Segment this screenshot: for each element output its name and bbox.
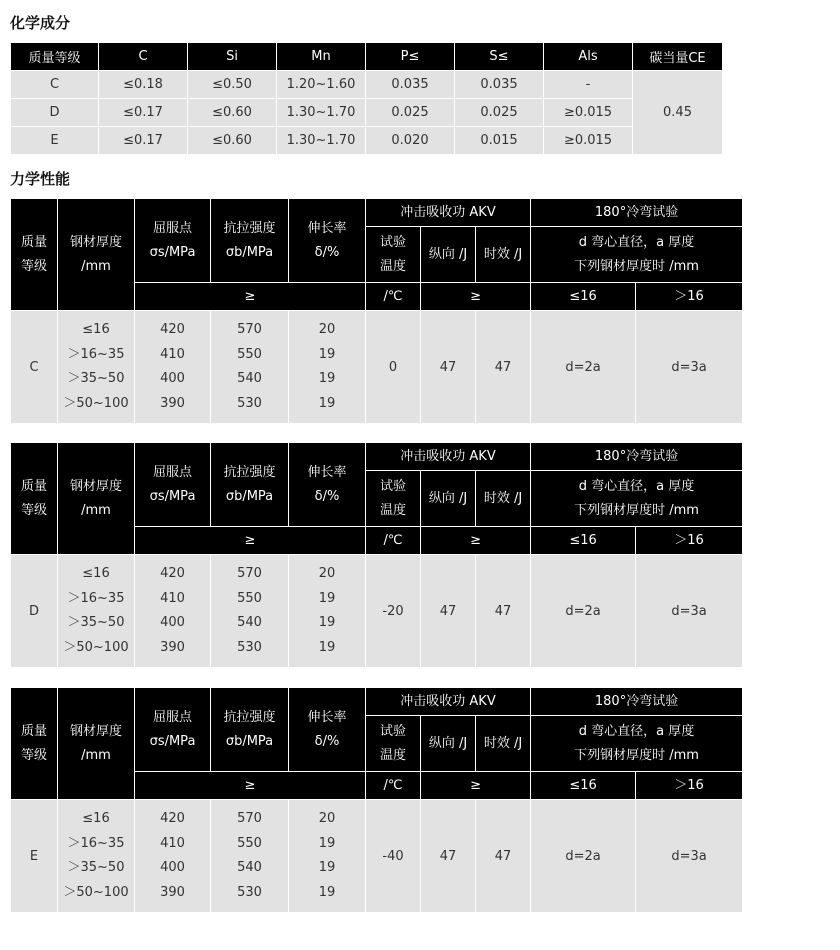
mech-temp: -40 [366, 800, 421, 913]
mech-header-yield [135, 199, 211, 283]
header-line: δ/% [314, 244, 340, 260]
mech-header-gt16: ＞16 [636, 772, 743, 800]
chem-cell: 1.20~1.60 [277, 71, 366, 99]
header-line: σs/MPa [149, 244, 196, 260]
mech-header-impact: 冲击吸收功 AKV [366, 443, 531, 471]
chem-cell: E [11, 127, 99, 155]
table-row [11, 127, 723, 155]
table-row [11, 99, 723, 127]
chem-cell: ≥0.015 [544, 127, 633, 155]
list-item: 410 [160, 346, 185, 362]
mech-header-row [11, 199, 743, 227]
mech-thickness-list [58, 555, 135, 668]
list-item: 19 [318, 884, 336, 900]
list-item: 530 [237, 395, 262, 411]
chem-cell: ≤0.18 [99, 71, 188, 99]
mech-bend-le16: d=2a [531, 555, 636, 668]
list-item: ＞35~50 [67, 615, 125, 630]
header-line: 伸长率 [307, 709, 347, 725]
chem-cell: ≤0.17 [99, 127, 188, 155]
list-item: 530 [237, 639, 262, 655]
list-item: 400 [160, 371, 185, 386]
chem-cell: 0.020 [366, 127, 455, 155]
table-row [11, 71, 723, 99]
mech-header-elongation [289, 688, 366, 772]
mech-header-temp-unit: /℃ [366, 772, 421, 800]
list-item: 390 [160, 395, 185, 411]
list-item: 400 [160, 615, 185, 630]
mech-header-impact: 冲击吸收功 AKV [366, 688, 531, 716]
mech-header-tensile [211, 199, 289, 283]
mech-header-yield [135, 443, 211, 527]
header-line: σs/MPa [149, 488, 196, 504]
header-line: 等级 [20, 258, 47, 274]
mech-header-bend: 180°冷弯试验 [531, 688, 743, 716]
chem-ce-value: 0.45 [633, 71, 723, 155]
mech-yield-list [135, 311, 211, 424]
list-item: 570 [237, 566, 262, 581]
mechanical-properties-table-1 [10, 198, 743, 424]
table-row [11, 800, 743, 913]
mech-grade: D [11, 555, 58, 668]
mech-header-le16: ≤16 [531, 772, 636, 800]
list-item: 550 [237, 835, 262, 851]
mech-bend-le16: d=2a [531, 311, 636, 424]
header-line: 等级 [20, 747, 47, 763]
header-line: d 弯心直径，a 厚度 [578, 478, 695, 494]
header-line: 下列钢材厚度时 /mm [574, 258, 699, 274]
mech-bend-gt16: d=3a [636, 800, 743, 913]
header-line: 屈服点 [152, 464, 192, 480]
list-item: 420 [160, 322, 185, 337]
mech-header-ge2: ≥ [421, 527, 531, 555]
mech-yield-list [135, 555, 211, 668]
header-line: 钢材厚度 [69, 234, 122, 250]
list-item: ＞50~100 [63, 884, 129, 900]
list-item: 550 [237, 590, 262, 606]
list-item: 20 [318, 322, 336, 337]
header-line: δ/% [314, 488, 340, 504]
table-row [11, 555, 743, 668]
header-line: 质量 [20, 234, 47, 250]
mech-header-longitudinal: 纵向 /J [421, 227, 476, 283]
list-item: 540 [237, 371, 262, 386]
list-item: 540 [237, 860, 262, 875]
mech-elongation-list [289, 800, 366, 913]
list-item: 570 [237, 811, 262, 826]
header-line: σb/MPa [225, 244, 274, 260]
list-item: ≤16 [82, 322, 110, 337]
mech-thickness-list [58, 800, 135, 913]
chem-cell: 0.015 [455, 127, 544, 155]
chem-cell: 1.30~1.70 [277, 99, 366, 127]
mech-header-longitudinal: 纵向 /J [421, 716, 476, 772]
mech-aging: 47 [476, 311, 531, 424]
mech-header-gt16: ＞16 [636, 283, 743, 311]
header-line: 质量 [20, 478, 47, 494]
chem-cell: ≤0.50 [188, 71, 277, 99]
list-item: ＞16~35 [67, 346, 125, 362]
chem-cell: ≥0.015 [544, 99, 633, 127]
mech-header-thickness [58, 199, 135, 311]
mech-header-row [11, 688, 743, 716]
mech-header-bend-desc [531, 227, 743, 283]
mech-tensile-list [211, 800, 289, 913]
mech-header-grade [11, 443, 58, 555]
list-item: 550 [237, 346, 262, 362]
header-line: 屈服点 [152, 709, 192, 725]
mech-header-temp [366, 471, 421, 527]
mech-header-row [11, 443, 743, 471]
header-line: 试验 [379, 478, 406, 494]
header-line: 抗拉强度 [223, 464, 276, 480]
list-item: 19 [318, 395, 336, 411]
list-item: ≤16 [82, 566, 110, 581]
list-item: 410 [160, 835, 185, 851]
chemical-composition-table [10, 42, 723, 155]
list-item: ≤16 [82, 811, 110, 826]
mech-longitudinal: 47 [421, 555, 476, 668]
mech-header-longitudinal: 纵向 /J [421, 471, 476, 527]
mechanical-properties-table-3 [10, 687, 743, 913]
header-line: 温度 [379, 502, 406, 518]
mechanical-properties-table-2 [10, 442, 743, 668]
header-line: 屈服点 [152, 220, 192, 236]
list-item: 390 [160, 639, 185, 655]
header-line: 下列钢材厚度时 /mm [574, 747, 699, 763]
mech-header-elongation [289, 443, 366, 527]
list-item: 20 [318, 811, 336, 826]
mech-temp: -20 [366, 555, 421, 668]
list-item: 540 [237, 615, 262, 630]
chem-cell: ≤0.60 [188, 99, 277, 127]
mech-header-temp-unit: /℃ [366, 527, 421, 555]
chem-title: 化学成分 [10, 14, 71, 32]
chem-header-mn: Mn [277, 43, 366, 71]
list-item: ＞16~35 [67, 835, 125, 851]
header-line: 抗拉强度 [223, 709, 276, 725]
mech-longitudinal: 47 [421, 800, 476, 913]
header-line: 温度 [379, 747, 406, 763]
header-line: d 弯心直径，a 厚度 [578, 723, 695, 739]
mech-header-ge: ≥ [135, 772, 366, 800]
mech-aging: 47 [476, 800, 531, 913]
mech-elongation-list [289, 311, 366, 424]
header-line: σs/MPa [149, 733, 196, 749]
header-line: 等级 [20, 502, 47, 518]
mech-header-grade [11, 688, 58, 800]
mech-header-temp [366, 716, 421, 772]
list-item: 19 [318, 590, 336, 606]
chem-cell: 0.025 [366, 99, 455, 127]
mech-header-temp [366, 227, 421, 283]
header-line: 伸长率 [307, 464, 347, 480]
chem-header-als: Als [544, 43, 633, 71]
mech-header-le16: ≤16 [531, 283, 636, 311]
mech-temp: 0 [366, 311, 421, 424]
list-item: 390 [160, 884, 185, 900]
header-line: 下列钢材厚度时 /mm [574, 502, 699, 518]
mech-tensile-list [211, 555, 289, 668]
mech-bend-gt16: d=3a [636, 311, 743, 424]
header-line: 钢材厚度 [69, 478, 122, 494]
mech-header-gt16: ＞16 [636, 527, 743, 555]
mech-bend-gt16: d=3a [636, 555, 743, 668]
chem-cell: ≤0.60 [188, 127, 277, 155]
mech-elongation-list [289, 555, 366, 668]
mech-header-thickness [58, 688, 135, 800]
mech-header-ge: ≥ [135, 283, 366, 311]
list-item: 530 [237, 884, 262, 900]
list-item: 570 [237, 322, 262, 337]
header-line: σb/MPa [225, 488, 274, 504]
chem-header-ce: 碳当量CE [633, 43, 723, 71]
chem-cell: 0.025 [455, 99, 544, 127]
chem-header-s: S≤ [455, 43, 544, 71]
list-item: 19 [318, 615, 336, 630]
list-item: 20 [318, 566, 336, 581]
header-line: δ/% [314, 733, 340, 749]
chem-cell: 0.035 [366, 71, 455, 99]
mech-aging: 47 [476, 555, 531, 668]
table-row [11, 311, 743, 424]
mech-header-grade [11, 199, 58, 311]
chem-header-c: C [99, 43, 188, 71]
header-line: /mm [81, 258, 111, 274]
mech-header-tensile [211, 688, 289, 772]
chem-header-grade: 质量等级 [11, 43, 99, 71]
list-item: 420 [160, 811, 185, 826]
header-line: σb/MPa [225, 733, 274, 749]
mech-bend-le16: d=2a [531, 800, 636, 913]
mech-header-bend-desc [531, 471, 743, 527]
mech-header-bend: 180°冷弯试验 [531, 443, 743, 471]
list-item: 400 [160, 860, 185, 875]
header-line: 试验 [379, 723, 406, 739]
mech-header-temp-unit: /℃ [366, 283, 421, 311]
chem-header-si: Si [188, 43, 277, 71]
mech-header-ge: ≥ [135, 527, 366, 555]
mech-header-elongation [289, 199, 366, 283]
list-item: 19 [318, 346, 336, 362]
header-line: /mm [81, 747, 111, 763]
header-line: 抗拉强度 [223, 220, 276, 236]
header-line: /mm [81, 502, 111, 518]
list-item: 410 [160, 590, 185, 606]
mech-header-aging: 时效 /J [476, 471, 531, 527]
mech-grade: E [11, 800, 58, 913]
mech-header-yield [135, 688, 211, 772]
list-item: 19 [318, 371, 336, 386]
mech-thickness-list [58, 311, 135, 424]
mech-header-impact: 冲击吸收功 AKV [366, 199, 531, 227]
chem-cell: C [11, 71, 99, 99]
list-item: ＞50~100 [63, 395, 129, 411]
mech-tensile-list [211, 311, 289, 424]
header-line: 钢材厚度 [69, 723, 122, 739]
mech-header-bend-desc [531, 716, 743, 772]
chem-cell: 1.30~1.70 [277, 127, 366, 155]
header-line: d 弯心直径，a 厚度 [578, 234, 695, 250]
mech-longitudinal: 47 [421, 311, 476, 424]
list-item: ＞16~35 [67, 590, 125, 606]
list-item: 420 [160, 566, 185, 581]
chem-cell: D [11, 99, 99, 127]
mech-grade: C [11, 311, 58, 424]
list-item: ＞35~50 [67, 860, 125, 875]
list-item: 19 [318, 639, 336, 655]
mech-header-bend: 180°冷弯试验 [531, 199, 743, 227]
chem-cell: 0.035 [455, 71, 544, 99]
header-line: 试验 [379, 234, 406, 250]
list-item: ＞50~100 [63, 639, 129, 655]
chem-cell: - [544, 71, 633, 99]
list-item: 19 [318, 860, 336, 875]
chem-header-p: P≤ [366, 43, 455, 71]
mech-header-ge2: ≥ [421, 772, 531, 800]
header-line: 质量 [20, 723, 47, 739]
mech-yield-list [135, 800, 211, 913]
list-item: ＞35~50 [67, 371, 125, 386]
mech-header-tensile [211, 443, 289, 527]
header-line: 温度 [379, 258, 406, 274]
mech-header-ge2: ≥ [421, 283, 531, 311]
mech-header-le16: ≤16 [531, 527, 636, 555]
chem-header-row [11, 43, 723, 71]
mech-title: 力学性能 [10, 170, 71, 188]
header-line: 伸长率 [307, 220, 347, 236]
mech-header-aging: 时效 /J [476, 716, 531, 772]
mech-header-aging: 时效 /J [476, 227, 531, 283]
list-item: 19 [318, 835, 336, 851]
chem-cell: ≤0.17 [99, 99, 188, 127]
mech-header-thickness [58, 443, 135, 555]
